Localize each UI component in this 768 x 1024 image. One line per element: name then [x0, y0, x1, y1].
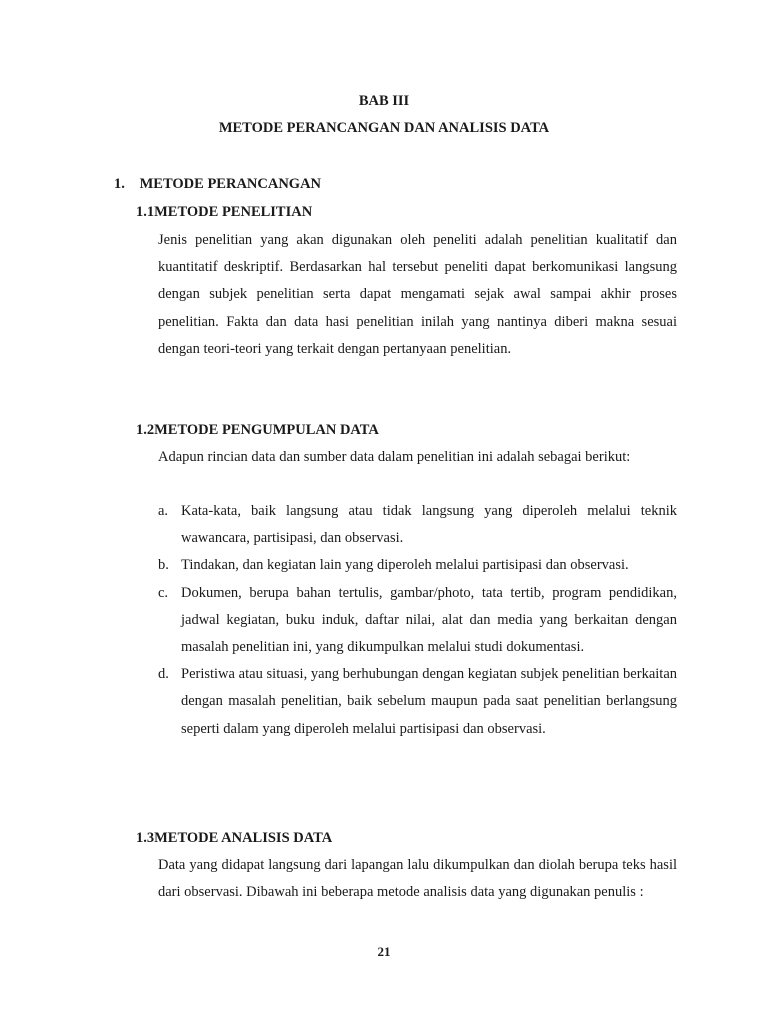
paragraph-pengumpulan-intro: Adapun rincian data dan sumber data dalam penelitian ini adalah sebagai berikut:	[158, 449, 631, 465]
subsection-number: 1.1	[136, 204, 155, 220]
subsection-title: METODE PENELITIAN	[154, 204, 313, 220]
subsection-number: 1.3	[136, 830, 155, 846]
page-number: 21	[377, 944, 391, 959]
list-marker: c.	[158, 584, 169, 601]
subsection-title: METODE PENGUMPULAN DATA	[154, 422, 379, 438]
list-item	[158, 580, 677, 662]
paragraph-analisis-data: Data yang didapat langsung dari lapangan lalu dikumpulkan dan diolah berupa teks hasil dari observasi. Dibawah ini beberapa metode analisis data yang digunakan penulis :	[158, 857, 677, 901]
chapter-label: BAB III	[358, 93, 410, 109]
paragraph-metode-penelitian: Jenis penelitian yang akan digunakan oleh peneliti adalah penelitian kualitatif dan kuantitatif deskriptif. Berdasarkan hal tersebut peneliti dapat berkomunikasi langsung dengan subjek penelitian serta dapat mengamati sejak awal sampai akhir proses penelitian. Fakta dan data hasi penelitian inilah yang nantinya diberi makna sesuai dengan teori-teori yang terkait dengan pertanyaan penelitian.	[158, 232, 677, 357]
subsection-heading-1-2	[136, 422, 379, 439]
subsection-title: METODE ANALISIS DATA	[154, 830, 333, 846]
list-marker: a.	[158, 503, 169, 519]
section-heading-1	[114, 176, 321, 193]
section-number: 1.	[114, 176, 125, 192]
subsection-number: 1.2	[136, 422, 155, 438]
data-source-list	[158, 498, 677, 743]
list-item	[158, 552, 677, 579]
list-marker: d.	[158, 666, 169, 683]
list-item	[158, 498, 677, 552]
list-item-text: Kata-kata, baik langsung atau tidak langsung yang diperoleh melalui teknik wawancara, partisipasi, dan observasi.	[181, 503, 677, 547]
list-marker: b.	[158, 557, 169, 574]
list-item	[158, 661, 677, 743]
list-item-text: Tindakan, dan kegiatan lain yang diperoleh melalui partisipasi dan observasi.	[181, 557, 629, 574]
list-item-text: Dokumen, berupa bahan tertulis, gambar/photo, tata tertib, program pendidikan, jadwal kegiatan, buku induk, daftar nilai, alat dan media yang berkaitan dengan masalah penelitian ini, yang dikumpulkan melalui studi dokumentasi.	[181, 584, 677, 656]
chapter-title: METODE PERANCANGAN DAN ANALISIS DATA	[218, 120, 550, 136]
subsection-heading-1-3	[136, 830, 332, 847]
list-item-text: Peristiwa atau situasi, yang berhubungan dengan kegiatan subjek penelitian berkaitan dengan masalah penelitian, baik sebelum maupun pada saat penelitian berlangsung seperti dalam yang diperoleh melalui partisipasi dan observasi.	[181, 666, 677, 737]
section-title: METODE PERANCANGAN	[139, 176, 322, 192]
subsection-heading-1-1	[136, 204, 312, 221]
